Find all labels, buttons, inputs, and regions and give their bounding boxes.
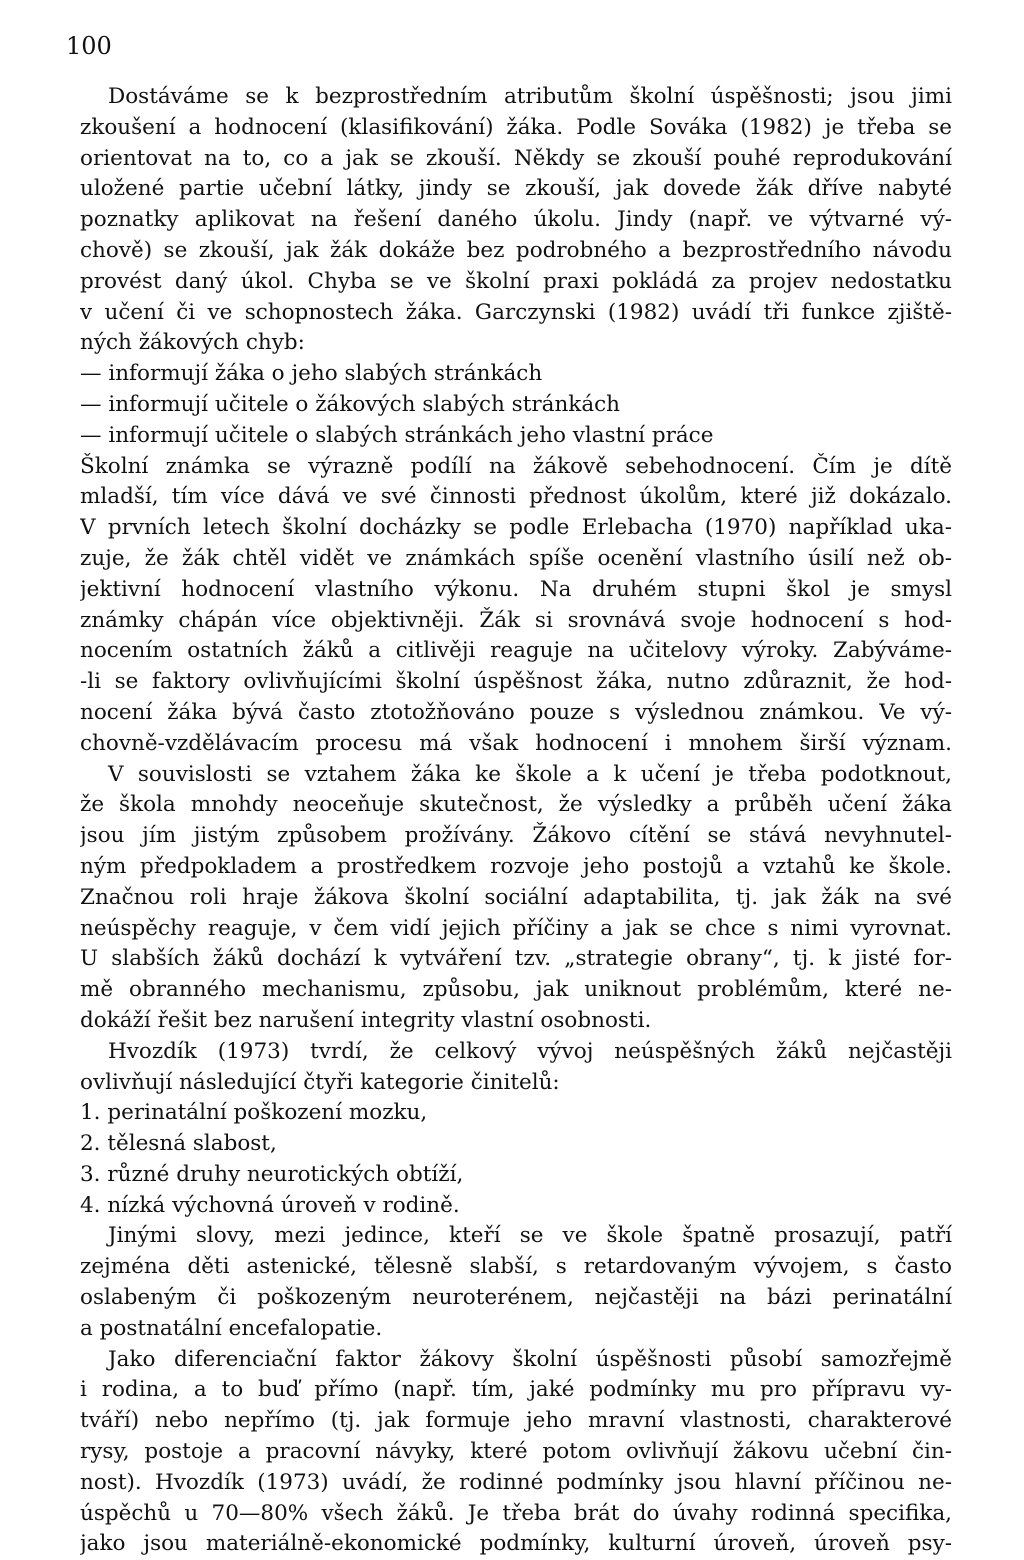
numbered-list-item: 1. perinatální poškození mozku, [80,1100,428,1126]
numbered-list-item: 3. různé druhy neurotických obtíží, [80,1161,464,1187]
text-line: poznatky aplikovat na řešení daného úkolu. Jindy (např. ve výtvarné vý- [80,207,952,233]
text-line: chově) se zkouší, jak žák dokáže bez podrobného a bezprostředního návodu [80,237,952,263]
text-line: ovlivňují následující čtyři kategorie činitelů: [80,1069,560,1095]
text-line: nost). Hvozdík (1973) uvádí, že rodinné podmínky jsou hlavní příčinou ne- [80,1469,952,1495]
text-line: oslabeným či poškozeným neuroterénem, nejčastěji na bázi perinatální [80,1285,952,1311]
numbered-list-item: 2. tělesná slabost, [80,1131,277,1157]
page-number: 100 [66,32,112,60]
article-text [80,82,952,1560]
text-line: nocením ostatních žáků a citlivěji reaguje na učitelovy výroky. Zabýváme- [80,638,952,664]
text-line: rysy, postoje a pracovní návyky, které potom ovlivňují žákovu učební čin- [80,1439,952,1465]
text-line: orientovat na to, co a jak se zkouší. Někdy se zkouší pouhé reprodukování [80,145,952,171]
text-line: zuje, že žák chtěl vidět ve známkách spíše ocenění vlastního úsilí než ob- [80,545,952,571]
text-line: Školní známka se výrazně podílí na žákově sebehodnocení. Čím je dítě [80,453,952,479]
text-line: Značnou roli hraje žákova školní sociální adaptabilita, tj. jak žák na své [80,884,952,910]
text-line: Dostáváme se k bezprostředním atributům školní úspěšnosti; jsou jimi [108,84,952,109]
text-line: ných žákových chyb: [80,330,305,356]
text-line: provést daný úkol. Chyba se ve školní praxi pokládá za projev nedostatku [80,268,952,294]
text-line: uložené partie učební látky, jindy se zkouší, jak dovede žák dříve nabyté [80,176,952,202]
text-line: jako jsou materiálně-ekonomické podmínky, kulturní úroveň, úroveň psy- [80,1531,952,1557]
numbered-list-item: 4. nízká výchovná úroveň v rodině. [80,1192,460,1218]
text-line: tváří) nebo nepřímo (tj. jak formuje jeho mravní vlastnosti, charakterové [80,1408,952,1434]
text-line: i rodina, a to buď přímo (např. tím, jaké podmínky mu pro přípravu vy- [80,1377,952,1403]
text-line: Jako diferenciační faktor žákovy školní úspěšnosti působí samozřejmě [108,1346,952,1372]
text-line: jektivní hodnocení vlastního výkonu. Na druhém stupni škol je smysl [80,576,952,602]
text-line: že škola mnohdy neoceňuje skutečnost, že výsledky a průběh učení žáka [80,792,952,818]
bullet-item: — informují učitele o žákových slabých stránkách [80,391,621,417]
text-line: ným předpokladem a prostředkem rozvoje jeho postojů a vztahů ke škole. [80,853,952,879]
text-line: zkoušení a hodnocení (klasifikování) žáka. Podle Sováka (1982) je třeba se [80,114,952,140]
text-line: Hvozdík (1973) tvrdí, že celkový vývoj neúspěšných žáků nejčastěji [108,1038,952,1064]
text-line: zejména děti astenické, tělesně slabší, s retardovaným vývojem, s často [80,1254,952,1280]
text-line: -li se faktory ovlivňujícími školní úspěšnost žáka, nutno zdůraznit, že hod- [80,669,952,695]
text-line: mladší, tím více dává ve své činnosti přednost úkolům, které již dokázalo. [80,484,952,510]
text-line: neúspěchy reaguje, v čem vidí jejich příčiny a jak se chce s nimi vyrovnat. [80,915,952,941]
text-line: v učení či ve schopnostech žáka. Garczynski (1982) uvádí tři funkce zjiště- [80,299,952,325]
bullet-item: — informují žáka o jeho slabých stránkách [80,361,543,387]
text-line: jsou jím jistým způsobem prožívány. Žákovo cítění se stává nevyhnutel- [80,823,952,849]
text-line: V souvislosti se vztahem žáka ke škole a k učení je třeba podotknout, [108,761,952,787]
text-line: úspěchů u 70—80% všech žáků. Je třeba brát do úvahy rodinná specifika, [80,1500,952,1526]
bullet-item: — informují učitele o slabých stránkách jeho vlastní práce [80,422,714,448]
text-line: V prvních letech školní docházky se podle Erlebacha (1970) například uka- [80,515,952,541]
text-line: a postnatální encefalopatie. [80,1315,383,1341]
text-line: dokáží řešit bez narušení integrity vlastní osobnosti. [80,1007,652,1033]
text-line: chovně-vzdělávacím procesu má však hodnocení i mnohem širší význam. [80,730,952,756]
text-line: U slabších žáků dochází k vytváření tzv. „strategie obrany“, tj. k jisté for- [80,946,952,972]
text-line: nocení žáka bývá často ztotožňováno pouze s výslednou známkou. Ve vý- [80,699,952,725]
text-line: Jinými slovy, mezi jedince, kteří se ve škole špatně prosazují, patří [108,1223,952,1249]
text-line: mě obranného mechanismu, způsobu, jak uniknout problémům, které ne- [80,977,952,1003]
text-line: známky chápán více objektivněji. Žák si srovnává svoje hodnocení s hod- [80,607,952,633]
